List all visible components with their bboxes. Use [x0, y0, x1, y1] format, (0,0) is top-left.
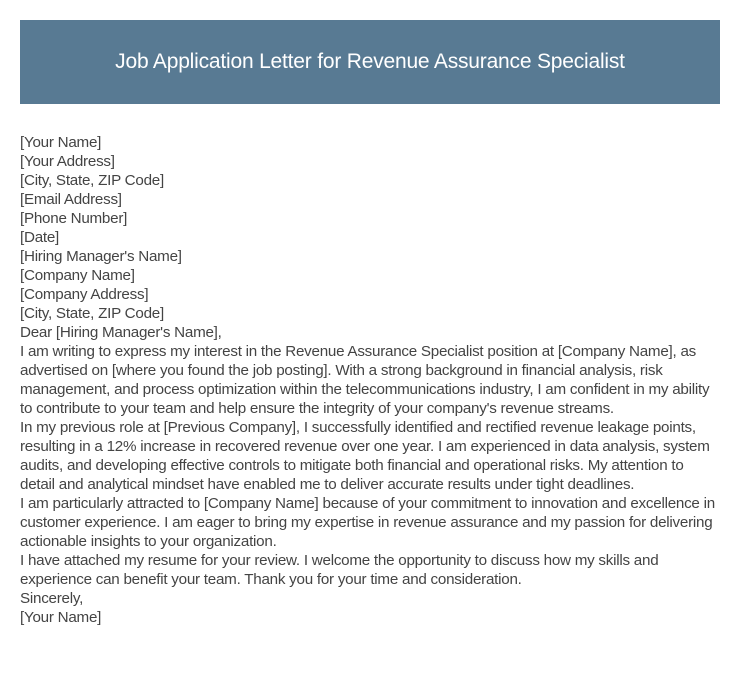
recipient-city-state-zip: [City, State, ZIP Code]: [20, 305, 164, 322]
letter-body: [20, 133, 722, 627]
recipient-company: [Company Name]: [20, 267, 135, 284]
recipient-address: [Company Address]: [20, 286, 149, 303]
sender-email: [Email Address]: [20, 191, 122, 208]
paragraph-experience: In my previous role at [Previous Company], I successfully identified and rectified revenue leakage points, resulting in a 12% increase in recovered revenue over one year. I am experienced in data analysis, system audits, and developing effective controls to mitigate both financial and operational risks. My attention to detail and analytical mindset have enabled me to deliver accurate results under tight deadlines.: [20, 419, 710, 493]
sender-phone: [Phone Number]: [20, 210, 128, 227]
letter-date: [Date]: [20, 229, 60, 246]
page-title: Job Application Letter for Revenue Assurance Specialist: [115, 50, 625, 73]
page-title-banner: [20, 20, 720, 104]
paragraph-motivation: I am particularly attracted to [Company Name] because of your commitment to innovation and excellence in customer experience. I am eager to bring my expertise in revenue assurance and my passion for delivering actionable insights to your organization.: [20, 495, 715, 550]
closing: Sincerely,: [20, 590, 84, 607]
sender-address: [Your Address]: [20, 153, 115, 170]
address-block: [20, 133, 722, 323]
paragraph-closing: I have attached my resume for your review. I welcome the opportunity to discuss how my skills and experience can benefit your team. Thank you for your time and consideration.: [20, 552, 659, 588]
paragraph-intro: I am writing to express my interest in the Revenue Assurance Specialist position at [Company Name], as advertised on [where you found the job posting]. With a strong background in financial analysis, risk management, and process optimization within the telecommunications industry, I am confident in my ability to contribute to your team and help ensure the integrity of your company's revenue streams.: [20, 343, 710, 417]
recipient-name: [Hiring Manager's Name]: [20, 248, 182, 265]
signature: [Your Name]: [20, 609, 102, 626]
salutation: Dear [Hiring Manager's Name],: [20, 324, 222, 341]
sender-city-state-zip: [City, State, ZIP Code]: [20, 172, 164, 189]
sender-name: [Your Name]: [20, 134, 102, 151]
